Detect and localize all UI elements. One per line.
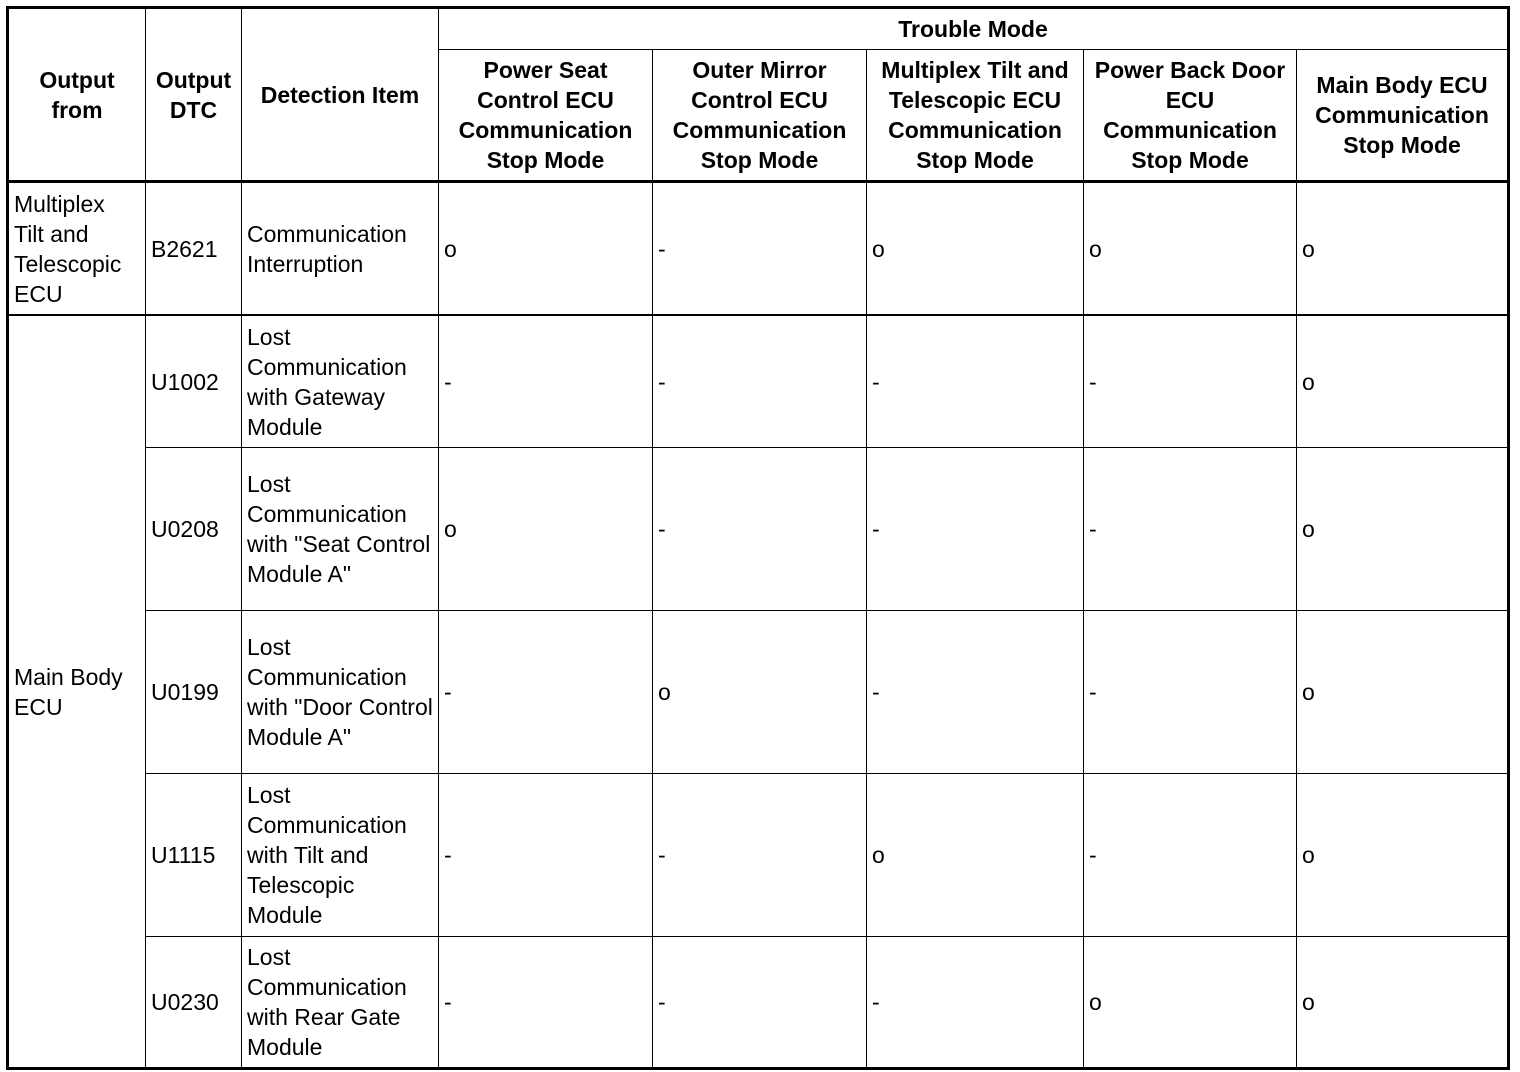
mode-mark-cell: - bbox=[1084, 448, 1297, 611]
detection-item-cell: Communication Interruption bbox=[242, 182, 439, 316]
detection-item-cell: Lost Communication with Gateway Module bbox=[242, 315, 439, 448]
mode-mark-cell: o bbox=[1297, 937, 1509, 1069]
mode-mark-cell: o bbox=[439, 448, 653, 611]
header-output-dtc: Output DTC bbox=[146, 8, 242, 182]
dtc-code-cell: U1002 bbox=[146, 315, 242, 448]
mode-mark-cell: - bbox=[653, 937, 867, 1069]
table-row bbox=[8, 611, 1509, 774]
detection-item-cell: Lost Communication with Rear Gate Module bbox=[242, 937, 439, 1069]
header-mode-power-seat: Power Seat Control ECU Communication Stop Mode bbox=[439, 50, 653, 182]
table-row bbox=[8, 448, 1509, 611]
header-detection-item: Detection Item bbox=[242, 8, 439, 182]
detection-item-cell: Lost Communication with "Door Control Module A" bbox=[242, 611, 439, 774]
mode-mark-cell: - bbox=[439, 774, 653, 937]
mode-mark-cell: - bbox=[1084, 774, 1297, 937]
dtc-code-cell: U0208 bbox=[146, 448, 242, 611]
mode-mark-cell: o bbox=[1297, 315, 1509, 448]
mode-mark-cell: o bbox=[1084, 937, 1297, 1069]
dtc-trouble-mode-table bbox=[6, 6, 1510, 1070]
mode-mark-cell: - bbox=[653, 774, 867, 937]
output-from-cell: Main Body ECU bbox=[8, 315, 146, 1069]
dtc-code-cell: U0199 bbox=[146, 611, 242, 774]
table-row bbox=[8, 937, 1509, 1069]
mode-mark-cell: - bbox=[867, 611, 1084, 774]
header-mode-power-back-door: Power Back Door ECU Communication Stop Mode bbox=[1084, 50, 1297, 182]
mode-mark-cell: - bbox=[439, 315, 653, 448]
table-row bbox=[8, 774, 1509, 937]
mode-mark-cell: - bbox=[653, 315, 867, 448]
mode-mark-cell: - bbox=[867, 315, 1084, 448]
header-mode-outer-mirror: Outer Mirror Control ECU Communication Stop Mode bbox=[653, 50, 867, 182]
mode-mark-cell: o bbox=[1297, 448, 1509, 611]
header-trouble-mode: Trouble Mode bbox=[439, 8, 1509, 50]
mode-mark-cell: - bbox=[653, 448, 867, 611]
mode-mark-cell: o bbox=[439, 182, 653, 316]
table-row bbox=[8, 182, 1509, 316]
header-mode-main-body: Main Body ECU Communication Stop Mode bbox=[1297, 50, 1509, 182]
detection-item-cell: Lost Communication with "Seat Control Module A" bbox=[242, 448, 439, 611]
table-row bbox=[8, 315, 1509, 448]
mode-mark-cell: - bbox=[1084, 611, 1297, 774]
detection-item-cell: Lost Communication with Tilt and Telescopic Module bbox=[242, 774, 439, 937]
mode-mark-cell: - bbox=[653, 182, 867, 316]
mode-mark-cell: o bbox=[1297, 611, 1509, 774]
mode-mark-cell: - bbox=[867, 448, 1084, 611]
output-from-cell: Multiplex Tilt and Telescopic ECU bbox=[8, 182, 146, 316]
header-output-from: Output from bbox=[8, 8, 146, 182]
mode-mark-cell: - bbox=[1084, 315, 1297, 448]
mode-mark-cell: o bbox=[867, 182, 1084, 316]
mode-mark-cell: o bbox=[653, 611, 867, 774]
dtc-code-cell: B2621 bbox=[146, 182, 242, 316]
mode-mark-cell: - bbox=[439, 611, 653, 774]
header-mode-multiplex-tilt: Multiplex Tilt and Telescopic ECU Communication Stop Mode bbox=[867, 50, 1084, 182]
mode-mark-cell: o bbox=[1297, 774, 1509, 937]
mode-mark-cell: o bbox=[867, 774, 1084, 937]
dtc-code-cell: U0230 bbox=[146, 937, 242, 1069]
mode-mark-cell: - bbox=[439, 937, 653, 1069]
dtc-code-cell: U1115 bbox=[146, 774, 242, 937]
mode-mark-cell: - bbox=[867, 937, 1084, 1069]
mode-mark-cell: o bbox=[1084, 182, 1297, 316]
mode-mark-cell: o bbox=[1297, 182, 1509, 316]
